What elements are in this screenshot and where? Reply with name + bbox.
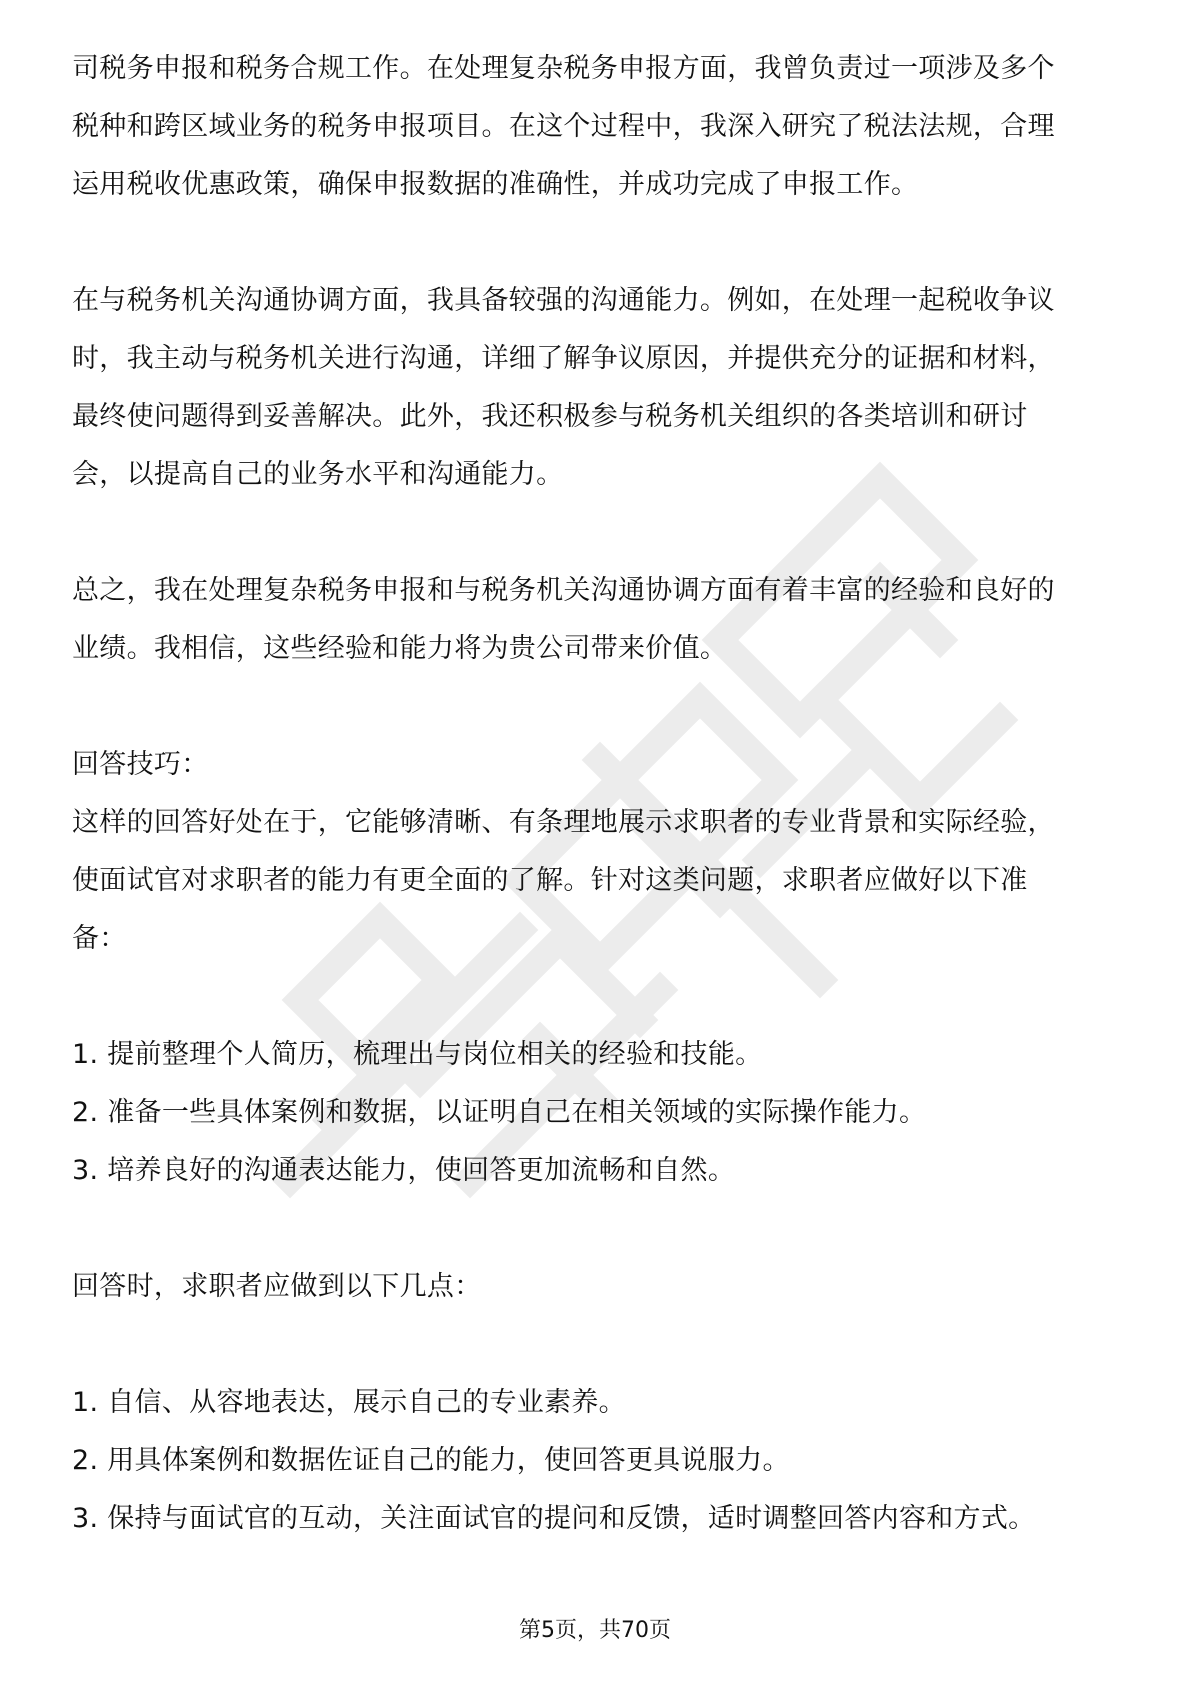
text-line: 司税务申报和税务合规工作。在处理复杂税务申报方面，我曾负责过一项涉及多个 [72,53,1055,84]
text-line: 总之，我在处理复杂税务申报和与税务机关沟通协调方面有着丰富的经验和良好的 [72,575,1055,606]
page-number: 第5页，共70页 [519,1618,671,1643]
text-line: 会，以提高自己的业务水平和沟通能力。 [72,459,564,490]
text-line: 回答技巧： [72,749,209,780]
paragraph-gap [72,968,1122,1026]
text-line: 时，我主动与税务机关进行沟通，详细了解争议原因，并提供充分的证据和材料， [72,343,1055,374]
text-line: 备： [72,923,127,954]
text-line: 业绩。我相信，这些经验和能力将为贵公司带来价值。 [72,633,728,664]
text-line: 税种和跨区域业务的税务申报项目。在这个过程中，我深入研究了税法法规，合理 [72,111,1055,142]
text-line: 1. 自信、从容地表达，展示自己的专业素养。 [72,1387,626,1418]
text-line: 回答时，求职者应做到以下几点： [72,1271,482,1302]
document-body [72,40,1122,1548]
paragraph-gap [72,1316,1122,1374]
text-line: 最终使问题得到妥善解决。此外，我还积极参与税务机关组织的各类培训和研讨 [72,401,1028,432]
paragraph-gap [72,1200,1122,1258]
paragraph-gap [72,504,1122,562]
text-line: 这样的回答好处在于，它能够清晰、有条理地展示求职者的专业背景和实际经验， [72,807,1055,838]
text-line: 3. 保持与面试官的互动，关注面试官的提问和反馈，适时调整回答内容和方式。 [72,1503,1036,1534]
text-line: 使面试官对求职者的能力有更全面的了解。针对这类问题，求职者应做好以下准 [72,865,1028,896]
text-line: 在与税务机关沟通协调方面，我具备较强的沟通能力。例如，在处理一起税收争议 [72,285,1055,316]
paragraph-gap [72,214,1122,272]
text-line: 3. 培养良好的沟通表达能力，使回答更加流畅和自然。 [72,1155,736,1186]
text-line: 1. 提前整理个人简历，梳理出与岗位相关的经验和技能。 [72,1039,763,1070]
text-line: 2. 用具体案例和数据佐证自己的能力，使回答更具说服力。 [72,1445,790,1476]
paragraph-gap [72,678,1122,736]
text-line: 2. 准备一些具体案例和数据，以证明自己在相关领域的实际操作能力。 [72,1097,927,1128]
text-line: 运用税收优惠政策，确保申报数据的准确性，并成功完成了申报工作。 [72,169,919,200]
